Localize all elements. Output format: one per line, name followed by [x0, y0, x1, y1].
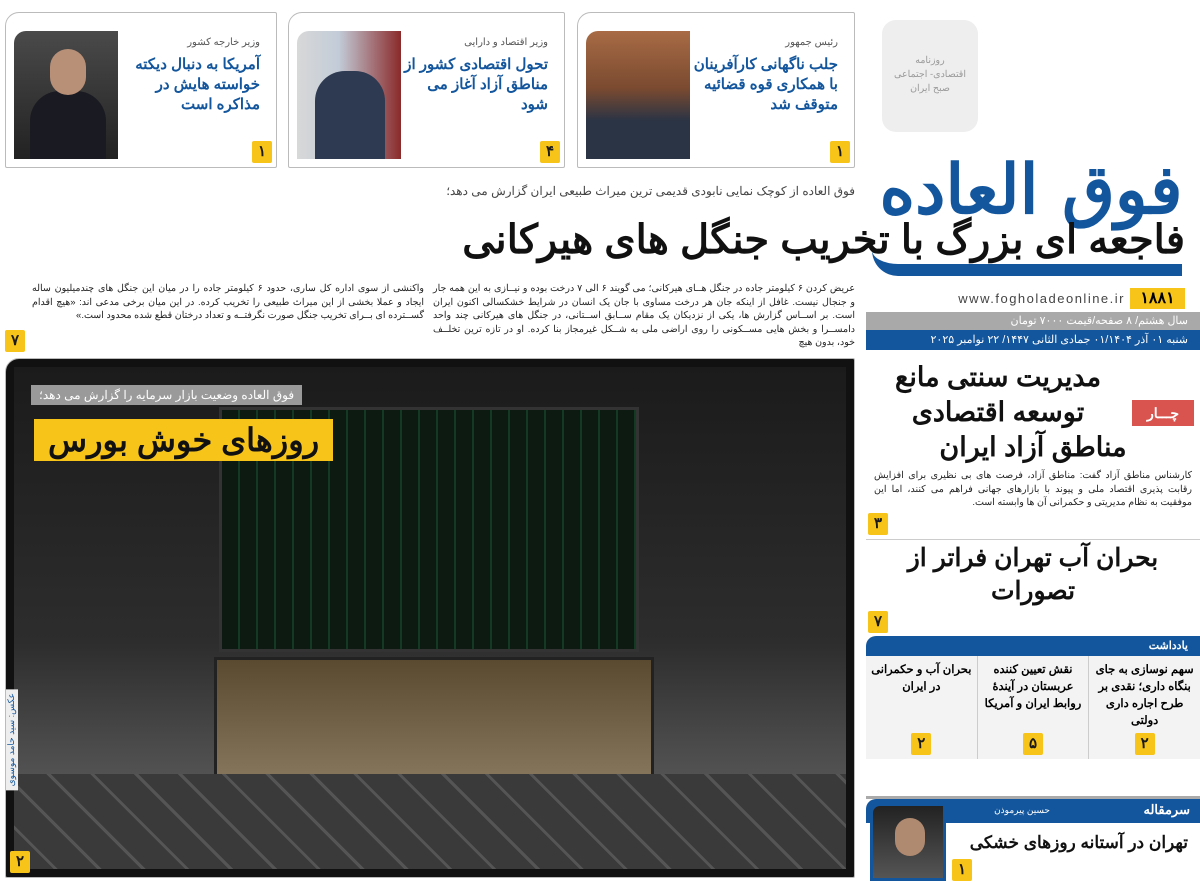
- page-badge: ۱: [252, 141, 272, 163]
- president-photo: [586, 31, 690, 159]
- page-badge: ۲: [911, 733, 931, 755]
- editorial-title: تهران در آستانه روزهای خشکی: [969, 833, 1188, 852]
- page-badge: ۱: [952, 859, 972, 881]
- minister-photo: [297, 31, 401, 159]
- tagline-line: صبح ایران: [910, 83, 950, 94]
- author-photo: [870, 803, 946, 881]
- note-title: نقش تعیین کننده عربستان در آیندهٔ روابط ایران و آمریکا: [984, 663, 1082, 710]
- card-title: آمریکا به دنبال دیکته خواسته هایش در مذاکره است: [135, 56, 260, 113]
- note-title: بحران آب و حکمرانی در ایران: [871, 663, 972, 693]
- tagline-line: روزنامه: [915, 55, 945, 66]
- page-badge: ۴: [540, 141, 560, 163]
- card-role: وزیر اقتصاد و دارایی: [464, 37, 548, 48]
- note-item[interactable]: [1088, 656, 1200, 759]
- info-line: سال هشتم/ ۸ صفحه/قیمت ۷۰۰۰ تومان: [866, 312, 1200, 330]
- tagline-line: اقتصادی- اجتماعی: [893, 69, 966, 80]
- right-column: [866, 356, 1200, 882]
- page-badge: ۷: [5, 330, 25, 352]
- top-card-economy-minister[interactable]: [288, 12, 565, 168]
- logo: فوق العاده: [879, 150, 1183, 230]
- notes-label: یادداشت: [1148, 639, 1188, 652]
- lead-kicker: فوق العاده از کوچک نمایی نابودی قدیمی ترین میراث طبیعی ایران گزارش می دهد؛: [446, 184, 855, 198]
- notes-bar: [866, 636, 1200, 656]
- page-badge: ۵: [1023, 733, 1043, 755]
- issue-number: ۱۸۸۱: [1130, 288, 1185, 309]
- side-headline[interactable]: مدیریت سنتی مانع توسعه اقتصادی مناطق آزاد ایران: [894, 362, 1127, 462]
- photo-story[interactable]: [5, 358, 855, 878]
- date-line: شنبه ۰۱ آذر ۰۱/۱۴۰۴ جمادی الثانی ۱۴۴۷/ ۲۲ نوامبر ۲۰۲۵: [866, 330, 1200, 350]
- editorial-author: حسین پیرموذن: [994, 805, 1050, 815]
- note-title: سهم نوسازی به جای بنگاه داری؛ نقدی بر طرح اجاره داری دولتی: [1095, 663, 1194, 727]
- page-badge: ۲: [10, 851, 30, 873]
- top-card-foreign-minister[interactable]: [5, 12, 277, 168]
- entrance: [214, 657, 654, 792]
- note-item[interactable]: [977, 656, 1089, 759]
- note-item[interactable]: [866, 656, 977, 759]
- photo-headline[interactable]: روزهای خوش بورس: [34, 419, 333, 461]
- editorial-box[interactable]: [866, 796, 1200, 882]
- card-role: وزیر خارجه کشور: [187, 37, 260, 48]
- card-title: تحول اقتصادی کشور از مناطق آزاد آغاز می شود: [404, 56, 548, 113]
- photo-kicker: فوق العاده وضعیت بازار سرمایه را گزارش می دهد؛: [31, 385, 302, 405]
- notes-area: [866, 656, 1200, 759]
- divider: [866, 539, 1200, 540]
- side-story[interactable]: [866, 356, 1200, 465]
- website-url: www.fogholadeonline.ir: [958, 291, 1125, 306]
- page-badge: ۱: [830, 141, 850, 163]
- card-title: جلب ناگهانی کارآفرینان با همکاری قوه قضائیه متوقف شد: [693, 56, 838, 113]
- side-tag: چـــار: [1132, 400, 1194, 426]
- editorial-label: سرمقاله: [1143, 802, 1190, 817]
- tagline-box: [882, 20, 978, 132]
- water-headline[interactable]: بحران آب تهران فراتر از تصورات: [907, 543, 1159, 605]
- lead-body-left: واکنشی از سوی اداره کل ساری، حدود ۶ کیلومتر جاده را در میان این جنگل های چندمیلیون ساله ایجاد و عملا بخشی از این میراث طبیعی را تخریب کرده. در این میان برخی مدعی اند: «هیچ اقدام گســترده ای بــرای تخریب جنگل صورت نگرفتــه و تعداد درختان قطع شده محدود است.»: [32, 283, 424, 321]
- page-badge: ۷: [868, 611, 888, 633]
- side-body: کارشناس مناطق آزاد گفت: مناطق آزاد، فرصت های بی نظیری برای افزایش رقابت پذیری اقتصاد ملی و پیوند با بازارهای جهانی فراهم می کنند، اما این موفقیت به نظام مدیریتی و حکمرانی آن ها وابسته است.: [874, 470, 1192, 508]
- top-card-president[interactable]: [577, 12, 855, 168]
- floor: [14, 774, 846, 869]
- page-badge: ۲: [1135, 733, 1155, 755]
- lead-headline[interactable]: فاجعه ای بزرگ با تخریب جنگل های هیرکانی: [462, 218, 1185, 262]
- foreign-minister-photo: [14, 31, 118, 159]
- card-role: رئیس جمهور: [785, 37, 838, 48]
- lead-body-right: عریض کردن ۶ کیلومتر جاده در جنگل هــای هیرکانی؛ می گویند ۶ الی ۷ درخت بوده و نیــازی به این همه جار و جنجال نیست. غافل از اینکه جان هر درخت مساوی با جان یک انسان در شرایط خشکسالی اکنون ایران است. بر اســاس گزارش ها، یکی از نزدیکان یک مقام ســابق اســتانی، در جنگل های هیرکانی چند واحد دامســرا و بخش هایی مســکونی را روی اراضی ملی به شــکل غیرمجاز بنا کرده. او در تازه ترین تخلــف خود، بدون هیچ: [433, 283, 856, 348]
- page-badge: ۳: [868, 513, 888, 535]
- photo-credit: عکس: سید حامد موسوی: [5, 689, 18, 790]
